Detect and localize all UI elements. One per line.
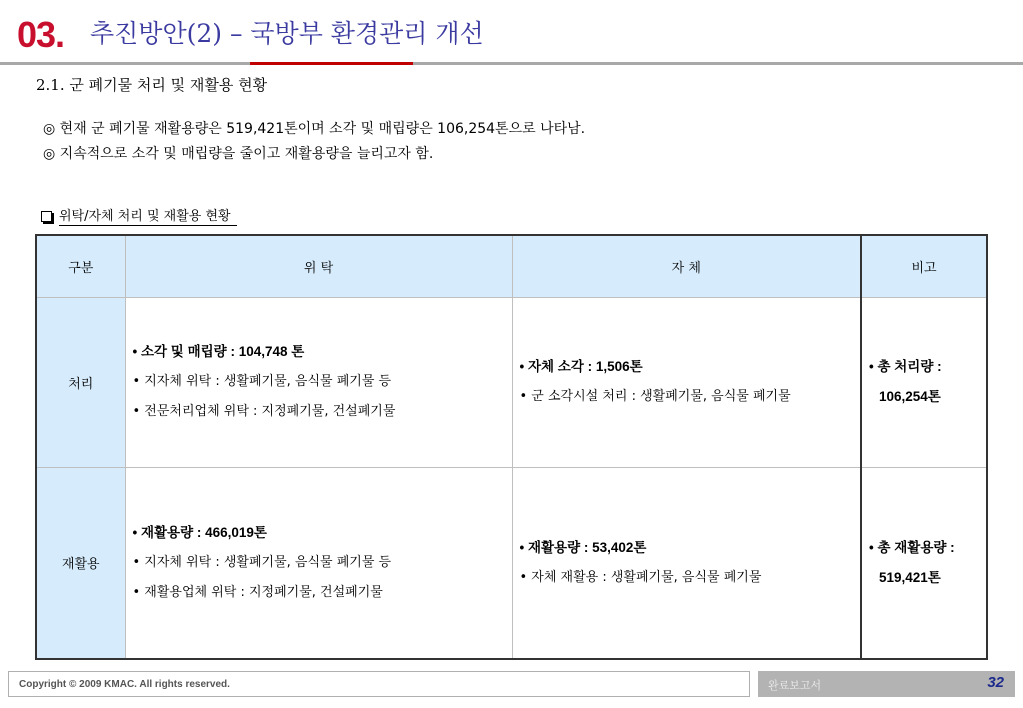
table-title-text: 위탁/자체 처리 및 재활용 현황 (59, 205, 237, 226)
checkbox-bullet-icon (41, 211, 52, 222)
header-self: 자 체 (512, 235, 861, 297)
note-cell (861, 297, 987, 467)
page-number: 32 (987, 674, 1004, 691)
table-title (41, 205, 237, 226)
row-label: 재활용 (36, 467, 125, 659)
consign-detail: • 전문처리업체 위탁 : 지정폐기물, 건설폐기물 (132, 404, 396, 419)
consign-cell (125, 297, 512, 467)
consign-cell (125, 467, 512, 659)
header-consign: 위 탁 (125, 235, 512, 297)
consign-detail: • 재활용업체 위탁 : 지정폐기물, 건설폐기물 (132, 584, 383, 600)
self-detail: • 자체 재활용 : 생활폐기물, 음식물 폐기물 (519, 569, 762, 585)
note-value: 106,254톤 (879, 389, 941, 404)
table-row (36, 467, 987, 659)
consign-detail: • 지자체 위탁 : 생활폐기물, 음식물 폐기물 등 (132, 554, 392, 570)
note-label: • 총 처리량 : (869, 359, 942, 374)
note-cell (861, 467, 987, 659)
status-table (35, 234, 988, 660)
copyright-text: Copyright © 2009 KMAC. All rights reserved. (8, 671, 750, 697)
page-title: 추진방안(2) – 국방부 환경관리 개선 (90, 19, 484, 48)
report-label: 완료보고서 (768, 679, 822, 692)
section-number: 03. (17, 14, 65, 55)
summary-line: ◎ 현재 군 폐기물 재활용량은 519,421톤이며 소각 및 매립량은 106,254톤으로 나타남. (43, 121, 586, 137)
header-category: 구분 (36, 235, 125, 297)
note-label: • 총 재활용량 : (869, 539, 955, 555)
header-note: 비고 (861, 235, 987, 297)
table-row (36, 297, 987, 467)
report-info-box (758, 671, 1015, 697)
title-divider (0, 62, 1023, 65)
row-label: 처리 (36, 297, 125, 467)
self-detail: • 군 소각시설 처리 : 생활폐기물, 음식물 폐기물 (519, 389, 791, 404)
consign-detail: • 지자체 위탁 : 생활폐기물, 음식물 폐기물 등 (132, 374, 392, 389)
self-total: • 자체 소각 : 1,506톤 (519, 359, 643, 374)
self-total: • 재활용량 : 53,402톤 (519, 539, 647, 555)
subsection-heading: 2.1. 군 폐기물 처리 및 재활용 현황 (36, 76, 268, 94)
consign-total: • 재활용량 : 466,019톤 (132, 524, 267, 540)
slide-header (0, 0, 1023, 66)
title-divider-accent (250, 62, 413, 65)
note-value: 519,421톤 (879, 569, 941, 585)
self-cell (512, 467, 861, 659)
consign-total: • 소각 및 매립량 : 104,748 톤 (132, 344, 305, 359)
summary-line: ◎ 지속적으로 소각 및 매립량을 줄이고 재활용량을 늘리고자 함. (43, 146, 434, 162)
table-header-row (36, 235, 987, 297)
slide-footer (0, 668, 1023, 708)
self-cell (512, 297, 861, 467)
